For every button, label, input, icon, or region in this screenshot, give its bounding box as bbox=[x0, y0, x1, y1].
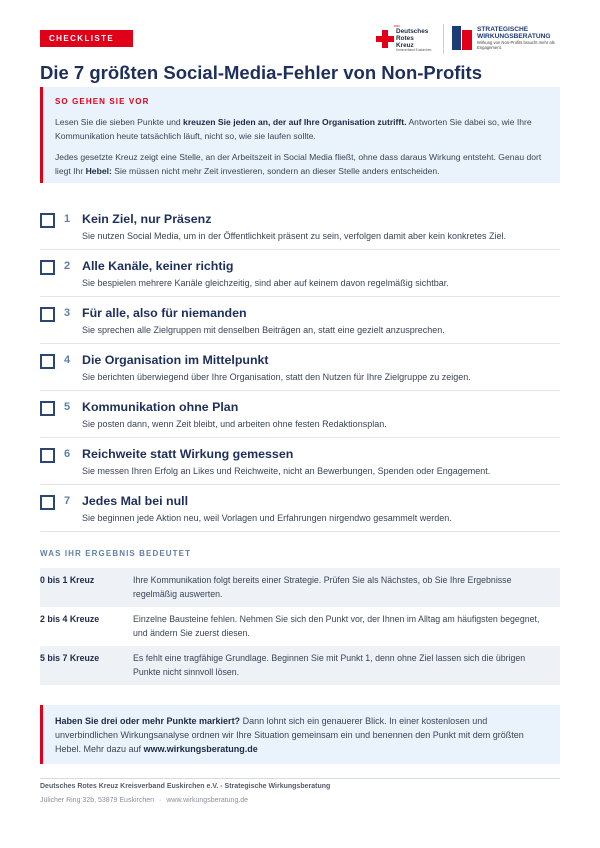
item-description: Sie sprechen alle Zielgruppen mit denselben Beiträgen an, statt eine gezielt anzusprechen. bbox=[82, 325, 445, 335]
instructions-heading: SO GEHEN SIE VOR bbox=[55, 97, 150, 106]
footer-divider bbox=[40, 778, 560, 779]
item-description: Sie posten dann, wenn Zeit bleibt, und arbeiten ohne festen Redaktionsplan. bbox=[82, 419, 387, 429]
item-title: Reichweite statt Wirkung gemessen bbox=[82, 447, 294, 461]
checkbox[interactable] bbox=[40, 260, 55, 275]
item-title: Für alle, also für niemanden bbox=[82, 306, 247, 320]
checklist bbox=[40, 203, 560, 532]
checkbox[interactable] bbox=[40, 401, 55, 416]
sw-logo-title2: WIRKUNGSBERATUNG bbox=[477, 33, 551, 40]
results-range: 2 bis 4 Kreuze bbox=[40, 614, 100, 624]
checklist-item bbox=[40, 250, 560, 297]
results-row bbox=[40, 568, 560, 607]
results-table bbox=[40, 568, 560, 685]
item-number: 6 bbox=[64, 448, 71, 460]
results-range: 5 bis 7 Kreuze bbox=[40, 653, 100, 663]
instructions-paragraph-1: Lesen Sie die sieben Punkte und kreuzen Sie jeden an, der auf Ihre Organisation zutrifft. Antworten Sie dabei so, wie Ihre Kommunikation heute tatsächlich läuft, nicht so, wie sie laufen sollte. bbox=[55, 117, 532, 141]
item-number: 2 bbox=[64, 260, 71, 272]
checkbox[interactable] bbox=[40, 354, 55, 369]
footer-address: Jülicher Ring 32b, 53879 Euskirchen bbox=[40, 797, 155, 804]
item-description: Sie beginnen jede Aktion neu, weil Vorlagen und Erfahrungen nirgendwo gesammelt werden. bbox=[82, 513, 452, 523]
footer-separator: · bbox=[159, 797, 162, 804]
drk-logo-line1: Deutsches bbox=[396, 28, 429, 35]
cta-link[interactable]: www.wirkungsberatung.de bbox=[143, 744, 258, 754]
item-number: 4 bbox=[64, 354, 71, 366]
footer-contact bbox=[40, 797, 248, 804]
item-number: 1 bbox=[64, 213, 71, 225]
item-description: Sie berichten überwiegend über Ihre Organisation, statt den Nutzen für Ihre Zielgruppe zu zeigen. bbox=[82, 372, 471, 382]
drk-logo-line2: Rotes bbox=[396, 35, 414, 42]
results-row bbox=[40, 646, 560, 685]
drk-tiny-label: DRK bbox=[394, 24, 401, 28]
item-number: 5 bbox=[64, 401, 71, 413]
checklist-item bbox=[40, 203, 560, 250]
item-title: Jedes Mal bei null bbox=[82, 494, 189, 508]
checkbox[interactable] bbox=[40, 495, 55, 510]
checkbox[interactable] bbox=[40, 213, 55, 228]
cta-text: Dann lohnt sich ein genauerer Blick. In einer kostenlosen und unverbindlichen Wirkungsanalyse ordnen wir Ihre Situation gemeinsam ein und benennen den Punkt mit dem größten Hebel. Mehr dazu auf bbox=[55, 716, 524, 754]
checklist-item bbox=[40, 344, 560, 391]
item-number: 3 bbox=[64, 307, 71, 319]
checkbox[interactable] bbox=[40, 307, 55, 322]
results-row bbox=[40, 607, 560, 646]
checklist-tag: CHECKLISTE bbox=[40, 30, 133, 47]
wirkungsberatung-mark-icon bbox=[452, 26, 476, 50]
instructions-box bbox=[40, 87, 560, 183]
item-description: Sie messen Ihren Erfolg an Likes und Reichweite, nicht an Bewerbungen, Spenden oder Engagement. bbox=[82, 466, 491, 476]
item-number: 7 bbox=[64, 495, 71, 507]
results-range: 0 bis 1 Kreuz bbox=[40, 575, 95, 585]
drk-logo bbox=[374, 26, 436, 56]
results-heading: WAS IHR ERGEBNIS BEDEUTET bbox=[40, 549, 192, 558]
sw-logo-tagline: Wirkung von Non-Profits braucht mehr als Engagement. bbox=[477, 40, 555, 50]
call-to-action-box bbox=[40, 705, 560, 764]
footer-website-link[interactable]: www.wirkungsberatung.de bbox=[166, 797, 249, 804]
results-text: Einzelne Bausteine fehlen. Nehmen Sie sich den Punkt vor, der Ihnen im Alltag am häufigsten begegnet, und ändern Sie zuerst diesen. bbox=[133, 614, 540, 638]
checklist-item bbox=[40, 391, 560, 438]
item-title: Kommunikation ohne Plan bbox=[82, 400, 239, 414]
checklist-item bbox=[40, 438, 560, 485]
results-text: Ihre Kommunikation folgt bereits einer Strategie. Prüfen Sie als Nächstes, ob Sie Ihre Ergebnisse regelmäßig auswerten. bbox=[133, 575, 512, 599]
item-description: Sie nutzen Social Media, um in der Öffentlichkeit präsent zu sein, verfolgen damit aber kein konkretes Ziel. bbox=[82, 231, 507, 241]
item-title: Alle Kanäle, keiner richtig bbox=[82, 259, 234, 273]
red-cross-icon bbox=[376, 30, 394, 48]
item-title: Die Organisation im Mittelpunkt bbox=[82, 353, 269, 367]
footer-organization: Deutsches Rotes Kreuz Kreisverband Euskirchen e.V. - Strategische Wirkungsberatung bbox=[40, 783, 331, 790]
checkbox[interactable] bbox=[40, 448, 55, 463]
item-title: Kein Ziel, nur Präsenz bbox=[82, 212, 212, 226]
page-title: Die 7 größten Social-Media-Fehler von Non-Profits bbox=[40, 62, 482, 83]
checklist-item bbox=[40, 485, 560, 532]
results-text: Es fehlt eine tragfähige Grundlage. Beginnen Sie mit Punkt 1, denn ohne Ziel lassen sich die übrigen Punkte nicht sinnvoll lösen. bbox=[133, 653, 526, 677]
drk-logo-subline: Kreisverband Euskirchen bbox=[396, 48, 432, 52]
sw-logo-title1: STRATEGISCHE bbox=[477, 26, 529, 33]
checklist-item bbox=[40, 297, 560, 344]
item-description: Sie bespielen mehrere Kanäle gleichzeitig, sind aber auf keinem davon regelmäßig sichtbar. bbox=[82, 278, 449, 288]
instructions-paragraph-2: Jedes gesetzte Kreuz zeigt eine Stelle, an der Arbeitszeit in Social Media fließt, ohne dass daraus Wirkung entsteht. Genau dort liegt Ihr Hebel: Sie müssen nicht mehr Zeit investieren, sondern an dieser Stelle anders entscheiden. bbox=[55, 152, 542, 176]
drk-logo-line3: Kreuz bbox=[396, 42, 414, 49]
logo-divider bbox=[443, 24, 444, 54]
wirkungsberatung-logo bbox=[452, 26, 562, 54]
cta-question: Haben Sie drei oder mehr Punkte markiert? bbox=[55, 716, 241, 726]
